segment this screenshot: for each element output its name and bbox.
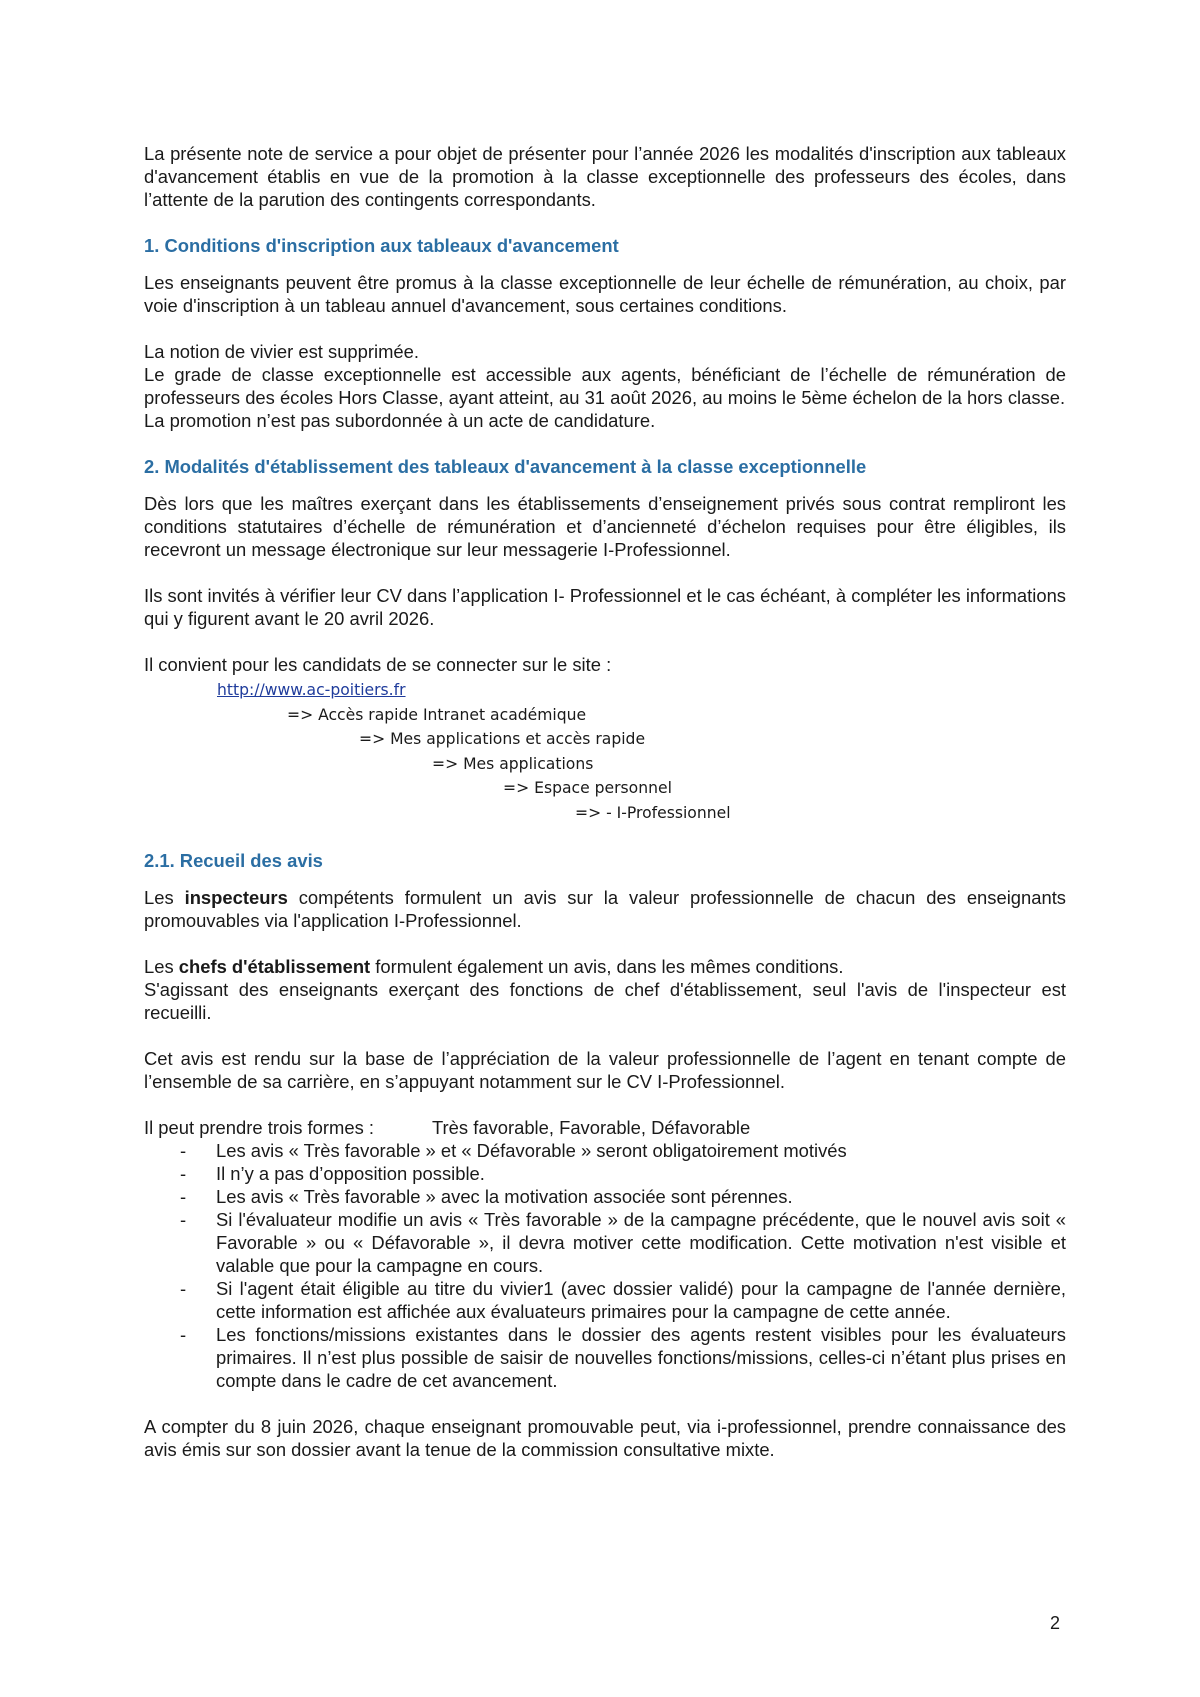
forms-label: Il peut prendre trois formes : <box>144 1116 374 1138</box>
section-2-paragraph-2: Ils sont invités à vérifier leur CV dans l’application I- Professionnel et le cas échéant, à compléter les informations qui y figurent avant le 20 avril 2026. <box>144 585 1066 629</box>
list-item: - Si l'évaluateur modifie un avis « Très favorable » de la campagne précédente, que le nouvel avis soit « Favorable » ou « Défavorable », il devra motiver cette modification. Cette motivation n'est visible et valable que pour la campagne en cours. <box>144 1208 1066 1277</box>
section-2-1-paragraph-3: S'agissant des enseignants exerçant des fonctions de chef d'établissement, seul l'avis de l'inspecteur est recueilli. <box>144 978 1066 1023</box>
list-item: - Les avis « Très favorable » et « Défavorable » seront obligatoirement motivés <box>144 1139 1066 1162</box>
section-1-paragraph-1: Les enseignants peuvent être promus à la classe exceptionnelle de leur échelle de rémunération, au choix, par voie d'inscription à un tableau annuel d'avancement, sous certaines conditions. <box>144 272 1066 316</box>
section-2-paragraph-1: Dès lors que les maîtres exerçant dans les établissements d’enseignement privés sous contrat rempliront les conditions statutaires d’échelle de rémunération et d’ancienneté d’échelon requises pour être éligibles, ils recevront un message électronique sur leur messagerie I-Professionnel. <box>144 493 1066 560</box>
section-2-heading: 2. Modalités d'établissement des tableaux d'avancement à la classe exceptionnelle <box>144 456 867 477</box>
forms-line <box>144 1116 1066 1139</box>
chefs-bold: chefs d'établissement <box>178 955 371 977</box>
site-link[interactable]: http://www.ac-poitiers.fr <box>217 681 406 699</box>
nav-step-4: => Espace personnel <box>503 779 672 798</box>
list-item: - Si l'agent était éligible au titre du vivier1 (avec dossier validé) pour la campagne de l'année dernière, cette information est affichée aux évaluateurs primaires pour la campagne de cette année. <box>144 1277 1066 1323</box>
inspecteurs-bold: inspecteurs <box>184 886 288 908</box>
document-body <box>144 142 1066 1461</box>
section-2-1-paragraph-2: Les chefs d'établissement formulent également un avis, dans les mêmes conditions. <box>144 955 844 977</box>
page-number: 2 <box>1050 1613 1061 1633</box>
list-item: - Les fonctions/missions existantes dans le dossier des agents restent visibles pour les évaluateurs primaires. Il n’est plus possible de saisir de nouvelles fonctions/missions, celles-ci n’étant plus prises en compte dans le cadre de cet avancement. <box>144 1323 1066 1392</box>
closing-paragraph: A compter du 8 juin 2026, chaque enseignant promouvable peut, via i-professionnel, prendre connaissance des avis émis sur son dossier avant la tenue de la commission consultative mixte. <box>144 1415 1066 1460</box>
section-2-1-heading: 2.1. Recueil des avis <box>144 849 323 871</box>
section-2-1-paragraph-1: Les inspecteurs compétents formulent un avis sur la valeur professionnelle de chacun des enseignants promouvables via l'application I-Professionnel. <box>144 886 1067 931</box>
list-item: - Il n’y a pas d’opposition possible. <box>144 1162 1066 1185</box>
section-1-paragraph-3: Le grade de classe exceptionnelle est accessible aux agents, bénéficiant de l’échelle de rémunération de professeurs des écoles Hors Classe, ayant atteint, au 31 août 2026, au moins le 5ème échelon de la hors classe. <box>144 364 1066 408</box>
avis-list <box>144 1139 1066 1392</box>
forms-values: Très favorable, Favorable, Défavorable <box>432 1116 751 1138</box>
section-1-paragraph-2: La notion de vivier est supprimée. <box>144 341 419 362</box>
nav-step-5: => - I-Professionnel <box>575 803 731 822</box>
section-2-paragraph-3: Il convient pour les candidats de se connecter sur le site : <box>144 654 612 675</box>
section-1-heading: 1. Conditions d'inscription aux tableaux d'avancement <box>144 235 619 256</box>
nav-step-2: => Mes applications et accès rapide <box>359 730 646 749</box>
navigation-path <box>144 678 1066 826</box>
section-2-1-paragraph-4: Cet avis est rendu sur la base de l’appréciation de la valeur professionnelle de l’agent en tenant compte de l’ensemble de sa carrière, en s’appuyant notamment sur le CV I-Professionnel. <box>144 1047 1066 1092</box>
nav-step-3: => Mes applications <box>432 754 594 773</box>
nav-step-1: => Accès rapide Intranet académique <box>287 705 587 724</box>
list-item: - Les avis « Très favorable » avec la motivation associée sont pérennes. <box>144 1185 1066 1208</box>
intro-paragraph: La présente note de service a pour objet de présenter pour l’année 2026 les modalités d'inscription aux tableaux d'avancement établis en vue de la promotion à la classe exceptionnelle des professeurs des écoles, dans l’attente de la parution des contingents correspondants. <box>144 143 1066 210</box>
section-1-paragraph-4: La promotion n’est pas subordonnée à un acte de candidature. <box>144 410 656 431</box>
